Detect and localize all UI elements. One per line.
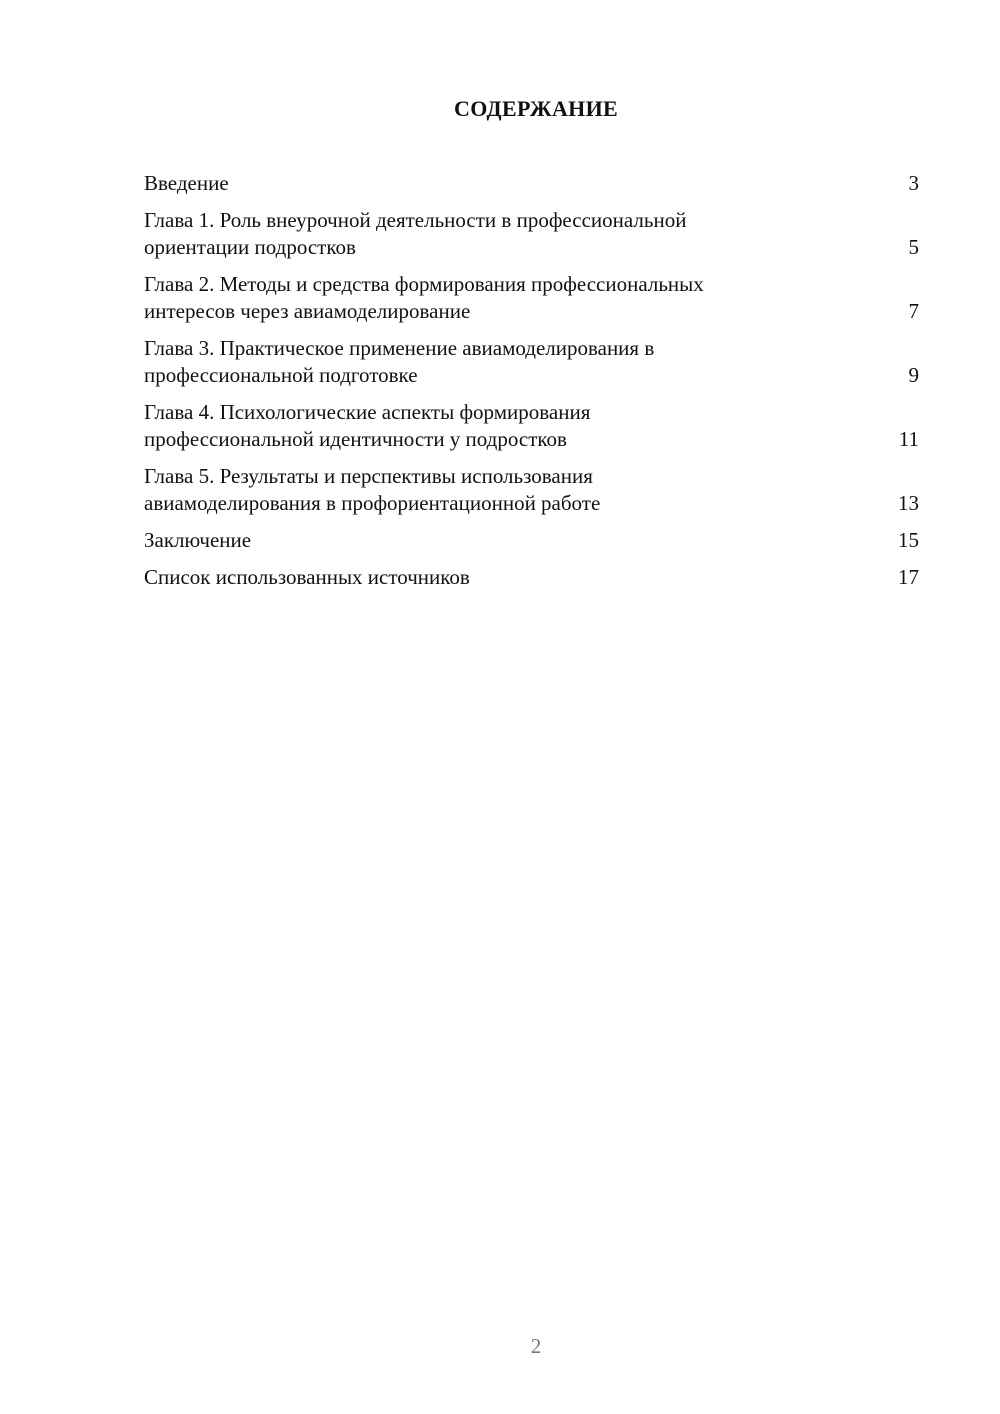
page-number: 2 [530, 1334, 542, 1358]
toc-entry-page: 5 [908, 235, 919, 259]
page-title: СОДЕРЖАНИЕ [454, 96, 618, 121]
toc-entry-text: Глава 3. Практическое применение авиамоделирования в профессиональной подготовке [144, 336, 655, 387]
toc-entry-page: 11 [898, 427, 919, 451]
toc-entry-page: 17 [898, 565, 919, 589]
toc-entry-chapter-3[interactable] [144, 335, 919, 389]
toc-entry-page: 15 [898, 528, 919, 552]
toc-entry-references[interactable] [144, 564, 919, 591]
toc-entry-page: 13 [898, 491, 919, 515]
toc-entry-chapter-5[interactable] [144, 463, 919, 517]
table-of-contents [144, 170, 919, 601]
toc-entry-page: 7 [908, 299, 919, 323]
toc-entry-introduction[interactable] [144, 170, 919, 197]
toc-entry-chapter-4[interactable] [144, 399, 919, 453]
toc-entry-text: Глава 5. Результаты и перспективы использования авиамоделирования в профориентационной работе [144, 464, 601, 515]
toc-entry-page: 9 [908, 363, 919, 387]
toc-entry-text: Список использованных источников [144, 565, 470, 589]
toc-entry-text: Глава 1. Роль внеурочной деятельности в профессиональной ориентации подростков [144, 208, 687, 259]
toc-entry-text: Заключение [144, 528, 252, 552]
toc-entry-page: 3 [908, 171, 919, 195]
toc-entry-text: Введение [144, 171, 229, 195]
toc-entry-conclusion[interactable] [144, 527, 919, 554]
toc-entry-text: Глава 4. Психологические аспекты формирования профессиональной идентичности у подростков [144, 400, 591, 451]
toc-entry-chapter-2[interactable] [144, 271, 919, 325]
toc-entry-text: Глава 2. Методы и средства формирования профессиональных интересов через авиамоделирование [144, 272, 704, 323]
toc-entry-chapter-1[interactable] [144, 207, 919, 261]
